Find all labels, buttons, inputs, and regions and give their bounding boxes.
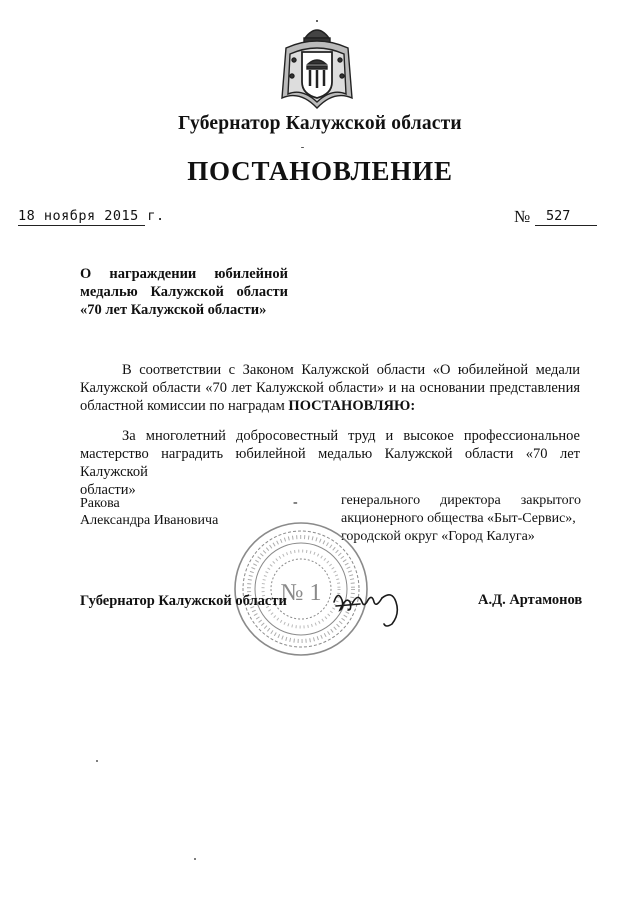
subject-line: медалью Калужской области	[80, 284, 288, 300]
body-line: Калужской области «70 лет Калужской области» и на основании представления	[80, 380, 580, 396]
body-line: мастерство наградить юбилейной медалью Калужской области «70 лет Калужской	[80, 446, 580, 480]
subject-line: О награждении юбилейной	[80, 266, 288, 282]
awardee-position	[341, 492, 581, 546]
body-paragraph-award	[80, 427, 580, 499]
awardee-surname: Ракова	[80, 496, 120, 511]
awardee-given-names: Александра Ивановича	[80, 513, 219, 528]
decree-word: ПОСТАНОВЛЯЮ:	[288, 398, 416, 414]
document-type: ПОСТАНОВЛЕНИЕ	[187, 156, 453, 186]
position-line: генерального директора закрытого	[341, 493, 581, 508]
document-subject	[80, 265, 288, 319]
handwritten-signature-icon	[330, 580, 410, 630]
document-date: 18 ноября 2015 г.	[18, 208, 165, 224]
signatory-title: Губернатор Калужской области	[80, 593, 287, 609]
awardee-name	[80, 495, 218, 529]
position-line: акционерного общества «Быт-Сервис»,	[341, 511, 576, 526]
number-underline	[535, 225, 597, 226]
coat-of-arms-icon	[274, 20, 360, 110]
body-text: областной комиссии по наградам	[80, 398, 289, 414]
body-line	[80, 397, 580, 415]
subject-line: «70 лет Калужской области»	[80, 302, 267, 318]
position-line: городской округ «Город Калуга»	[341, 529, 535, 544]
body-line: области»	[80, 482, 136, 498]
body-line: В соответствии с Законом Калужской области «О юбилейной медали	[122, 362, 580, 378]
date-underline	[18, 225, 145, 226]
stamp-number: № 1	[280, 580, 322, 606]
document-number: 527	[546, 208, 571, 224]
scan-speck	[301, 147, 304, 148]
organization-title: Губернатор Калужской области	[178, 113, 462, 134]
scan-speck	[194, 858, 196, 860]
number-label: №	[514, 207, 531, 226]
body-paragraph-basis	[80, 361, 580, 415]
body-line: За многолетний добросовестный труд и высокое профессиональное	[122, 428, 580, 444]
signatory-name: А.Д. Артамонов	[478, 592, 583, 608]
awardee-dash: -	[293, 495, 298, 510]
scan-speck	[96, 760, 98, 762]
